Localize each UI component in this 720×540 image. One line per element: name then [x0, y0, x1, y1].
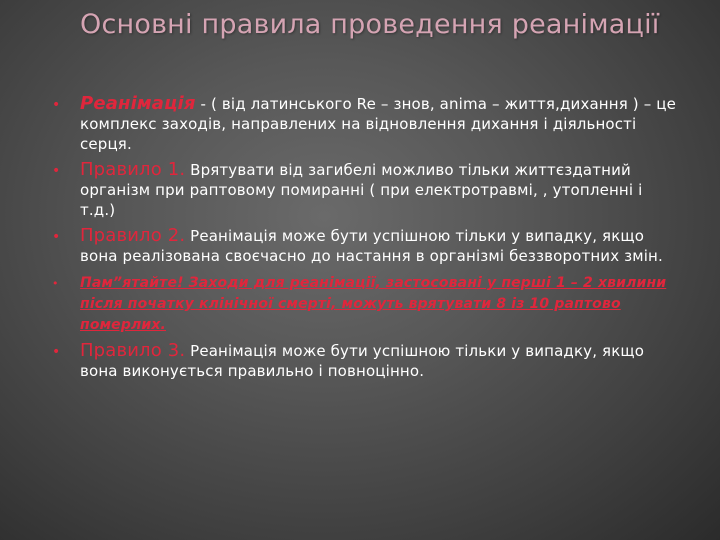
bullet-item-rule-1 [52, 160, 682, 220]
definition-text: - ( від латинського Re – знов, anima – життя,дихання ) – це комплекс заходів, направлених на відновлення дихання і діяльності серця. [80, 95, 677, 153]
rule-1-text: Врятувати від загибелі можливо тільки життєздатний організм при раптовому помиранні ( при електротравмі, , утопленні і т.д.) [80, 161, 643, 219]
bullet-icon: • [52, 344, 61, 360]
term-reanimation: Реанімація [80, 93, 196, 114]
bullet-item-warning [52, 272, 682, 335]
bullet-icon: • [52, 163, 61, 179]
bullet-icon: • [52, 229, 61, 245]
bullet-item-rule-2 [52, 226, 682, 266]
rule-2-text: Реанімація може бути успішною тільки у випадку, якщо вона реалізована своєчасно до настання в організмі беззворотних змін. [80, 227, 663, 265]
rule-2-label: Правило 2. [80, 225, 186, 246]
bullet-icon: • [52, 277, 59, 290]
bullet-icon: • [52, 97, 61, 113]
bullet-item-definition [52, 94, 682, 154]
slide-content [52, 94, 682, 387]
slide-title: Основні правила проведення реанімації [80, 9, 660, 40]
rule-1-label: Правило 1. [80, 159, 186, 180]
rule-3-label: Правило 3. [80, 340, 186, 361]
bullet-item-rule-3 [52, 341, 682, 381]
rule-3-text: Реанімація може бути успішною тільки у випадку, якщо вона виконується правильно і повноцінно. [80, 342, 645, 380]
warning-text: Пам”ятайте! Заходи для реанімації, застосовані у перші 1 – 2 хвилини після початку клінічної смерті, можуть врятувати 8 із 10 раптово померлих. [80, 275, 667, 333]
